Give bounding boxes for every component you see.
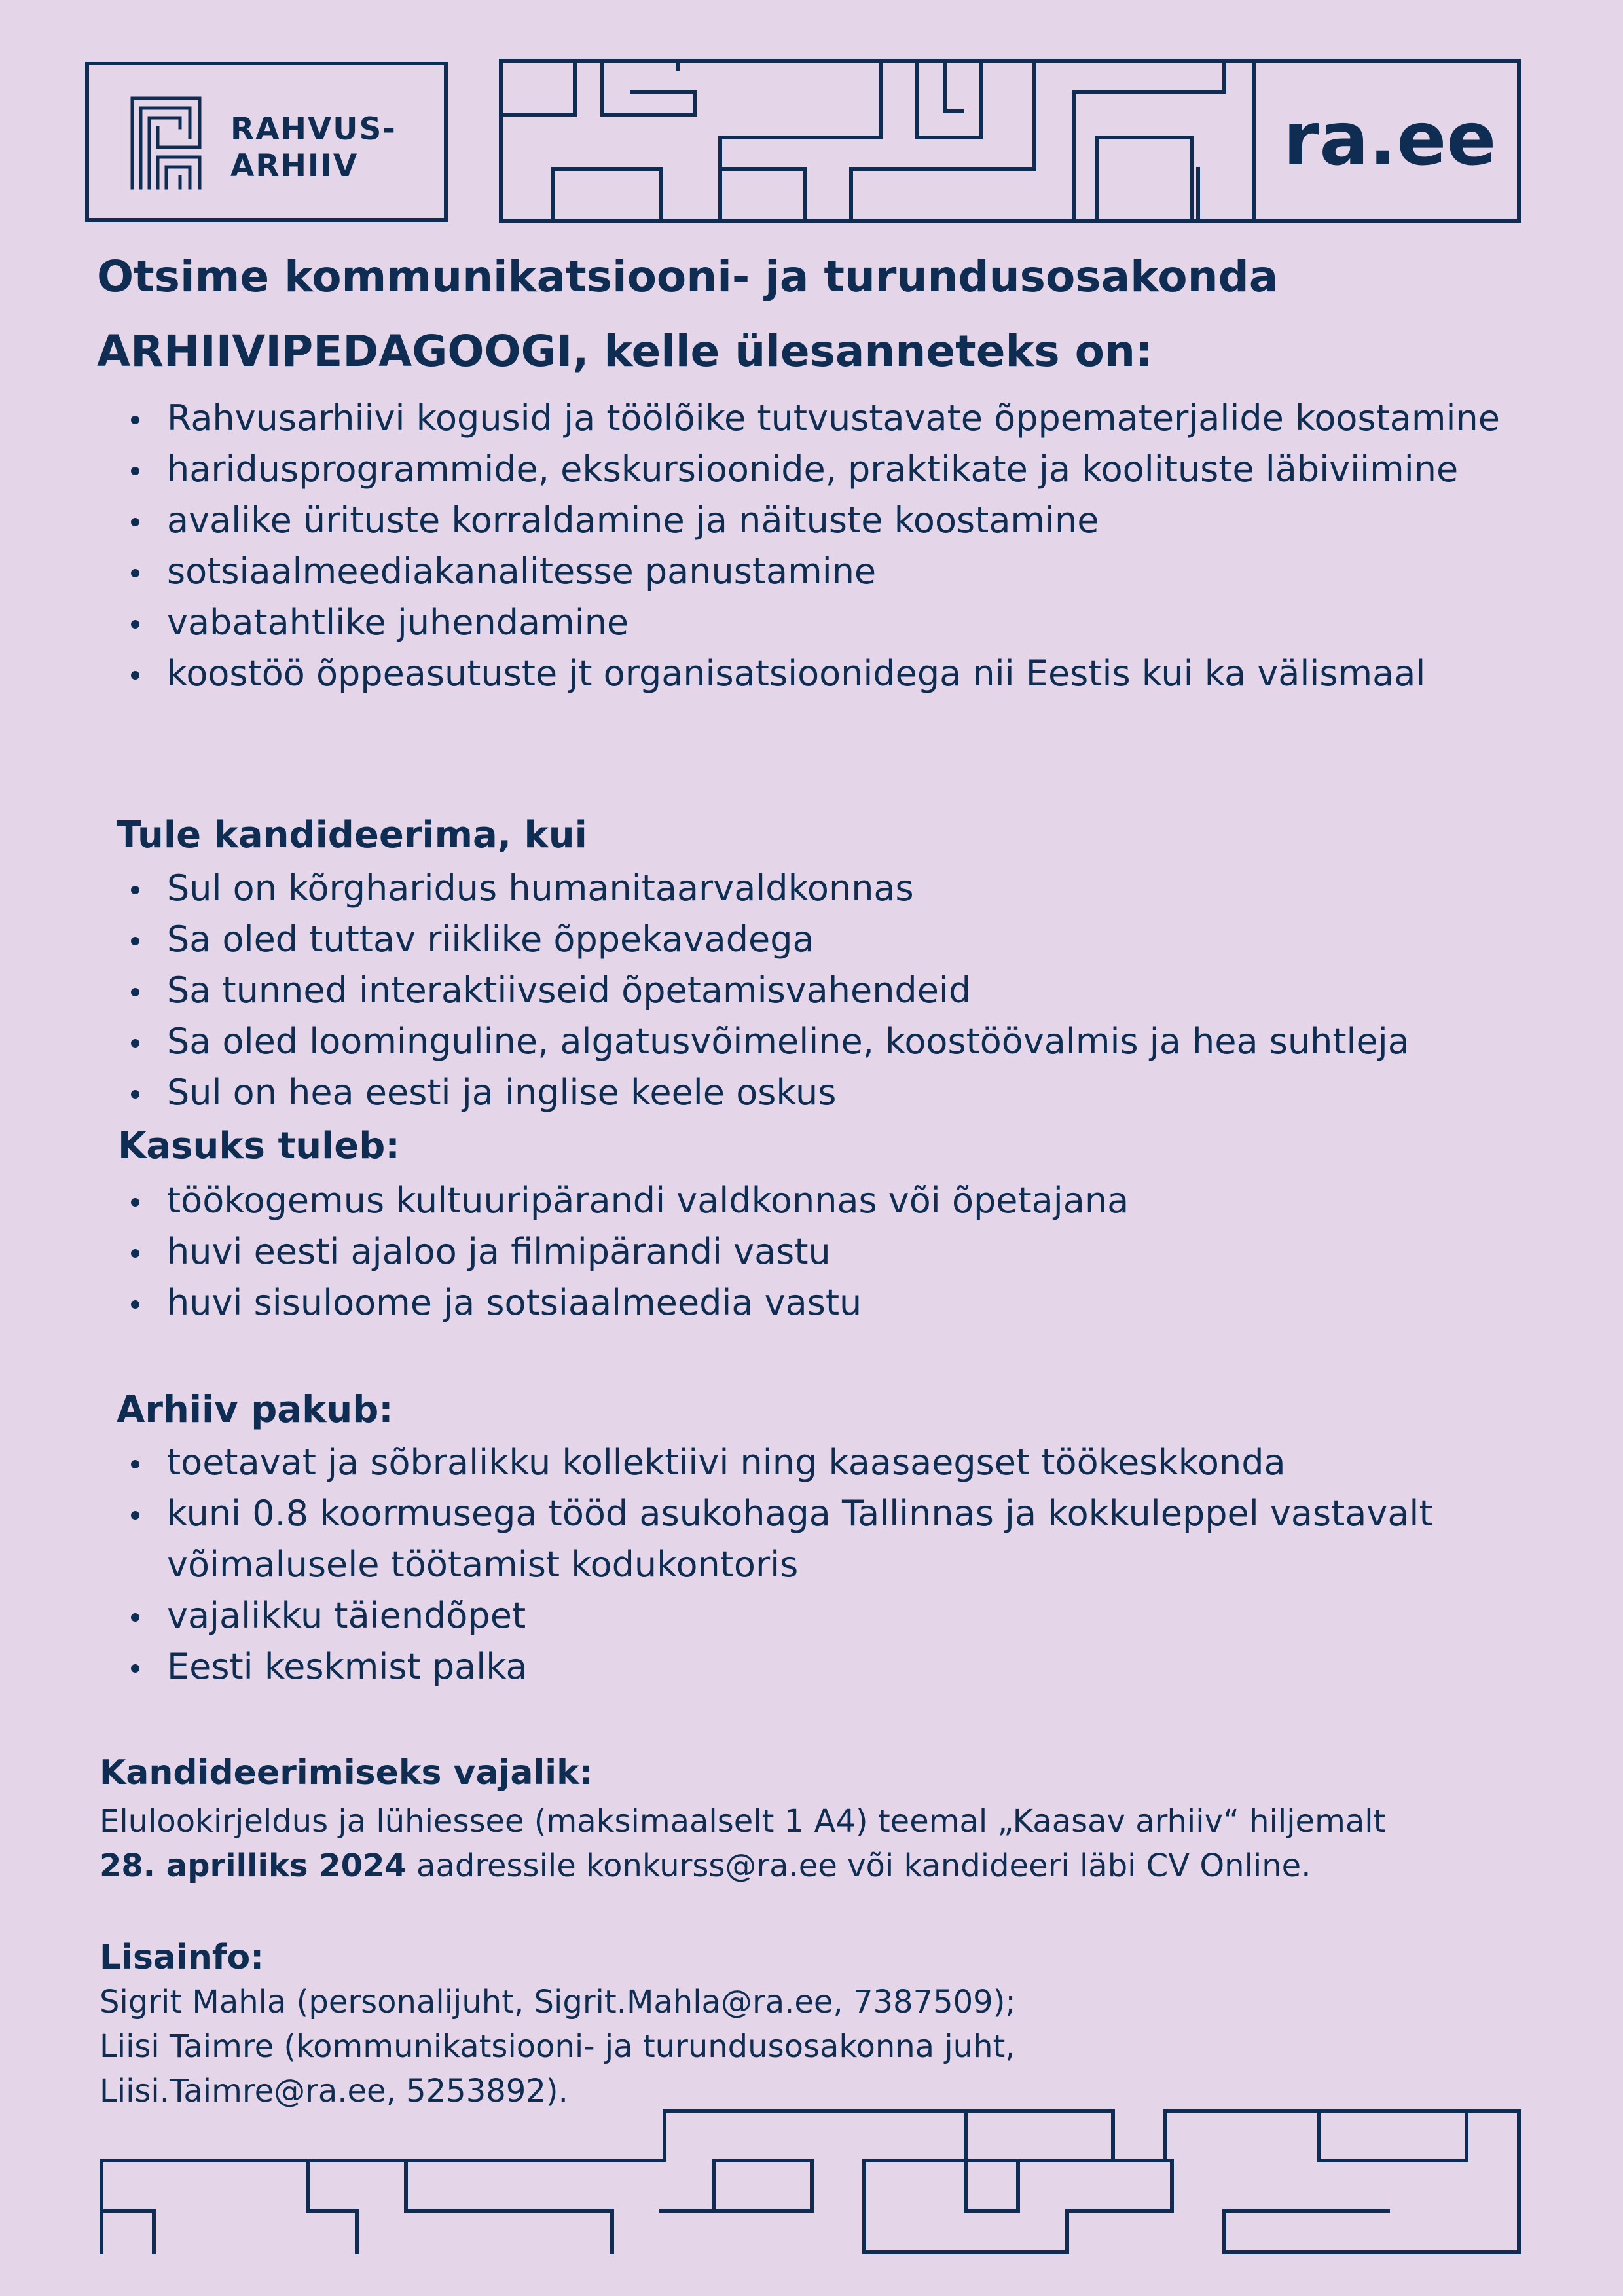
bullet-icon (131, 1249, 139, 1258)
duties-list (101, 393, 1542, 699)
list-item: sotsiaalmeediakanalitesse panustamine (101, 546, 1542, 597)
site-url: ra.ee (1283, 97, 1497, 182)
bullet-icon (131, 671, 139, 680)
bullet-icon (131, 518, 139, 526)
list-item: Sa oled loominguline, algatusvõimeline, koostöövalmis ja hea suhtleja (101, 1016, 1542, 1067)
logo-text-line2: ARHIIV (230, 148, 359, 184)
offers-list (101, 1437, 1542, 1692)
list-item: Sa oled tuttav riiklike õppekavadega (101, 914, 1542, 965)
bullet-icon (131, 1613, 139, 1622)
list-item: huvi eesti ajaloo ja filmipärandi vastu (101, 1226, 1542, 1277)
bullet-icon (131, 1090, 139, 1099)
application-line2 (100, 1844, 1579, 1888)
bullet-icon (131, 886, 139, 894)
list-item: vajalikku täiendõpet (101, 1590, 1542, 1641)
bullet-icon (131, 1300, 139, 1309)
logo-wordmark (230, 111, 397, 185)
title-line1: Otsime kommunikatsiooni- ja turundusosakonda (97, 251, 1279, 302)
bullet-icon (131, 1198, 139, 1207)
apply-if-list (101, 863, 1542, 1118)
application-heading: Kandideerimiseks vajalik: (100, 1753, 593, 1793)
info-heading: Lisainfo: (100, 1938, 264, 1977)
application-section (100, 1747, 1579, 1888)
page-title (97, 240, 1577, 389)
list-item: Eesti keskmist palka (101, 1641, 1542, 1692)
bullet-icon (131, 569, 139, 577)
list-item: huvi sisuloome ja sotsiaalmeedia vastu (101, 1277, 1542, 1328)
application-line2-rest: aadressile konkurss@ra.ee või kandideeri läbi CV Online. (406, 1848, 1311, 1884)
advantage-heading: Kasuks tuleb: (118, 1125, 400, 1167)
bullet-icon (131, 1460, 139, 1468)
list-item: toetavat ja sõbralikku kollektiivi ning kaasaegset töökeskkonda (101, 1437, 1542, 1488)
bullet-icon (131, 937, 139, 945)
list-item: Sul on kõrgharidus humanitaarvaldkonnas (101, 863, 1542, 914)
list-item: töökogemus kultuuripärandi valdkonnas või õpetajana (101, 1175, 1542, 1226)
list-item: Rahvusarhiivi kogusid ja töölõike tutvustavate õppematerjalide koostamine (101, 393, 1542, 444)
offers-heading: Arhiiv pakub: (117, 1389, 393, 1431)
bullet-icon (131, 988, 139, 996)
bullet-icon (131, 467, 139, 475)
list-item: Sa tunned interaktiivseid õpetamisvahendeid (101, 965, 1542, 1016)
list-item: koostöö õppeasutuste jt organisatsioonidega nii Eestis kui ka välismaal (101, 648, 1542, 699)
title-line2: ARHIIVIPEDAGOOGI, kelle ülesanneteks on: (97, 326, 1153, 376)
list-item: avalike ürituste korraldamine ja näituste koostamine (101, 495, 1542, 546)
list-item: vabatahtlike juhendamine (101, 597, 1542, 648)
advantage-list (101, 1175, 1542, 1328)
bullet-icon (131, 1039, 139, 1048)
info-section (100, 1935, 1579, 2113)
apply-if-heading: Tule kandideerima, kui (117, 814, 587, 856)
list-item: haridusprogrammide, ekskursioonide, praktikate ja koolituste läbiviimine (101, 444, 1542, 495)
info-line2: Liisi Taimre (kommunikatsiooni- ja turundusosakonna juht, (100, 2028, 1015, 2065)
bullet-icon (131, 416, 139, 424)
info-line3: Liisi.Taimre@ra.ee, 5253892). (100, 2073, 568, 2109)
info-line1: Sigrit Mahla (personalijuht, Sigrit.Mahla@ra.ee, 7387509); (100, 1984, 1016, 2020)
application-line1: Elulookirjeldus ja lühiessee (maksimaalselt 1 A4) teemal „Kaasav arhiiv“ hiljemalt (100, 1803, 1386, 1840)
bullet-icon (131, 1664, 139, 1673)
application-deadline: 28. aprilliks 2024 (100, 1848, 407, 1884)
list-item: kuni 0.8 koormusega tööd asukohaga Tallinnas ja kokkuleppel vastavalt võimalusele töötamist kodukontoris (101, 1488, 1542, 1590)
logo-text-line1: RAHVUS- (230, 111, 397, 147)
bullet-icon (131, 620, 139, 629)
bullet-icon (131, 1511, 139, 1520)
list-item: Sul on hea eesti ja inglise keele oskus (101, 1067, 1542, 1118)
